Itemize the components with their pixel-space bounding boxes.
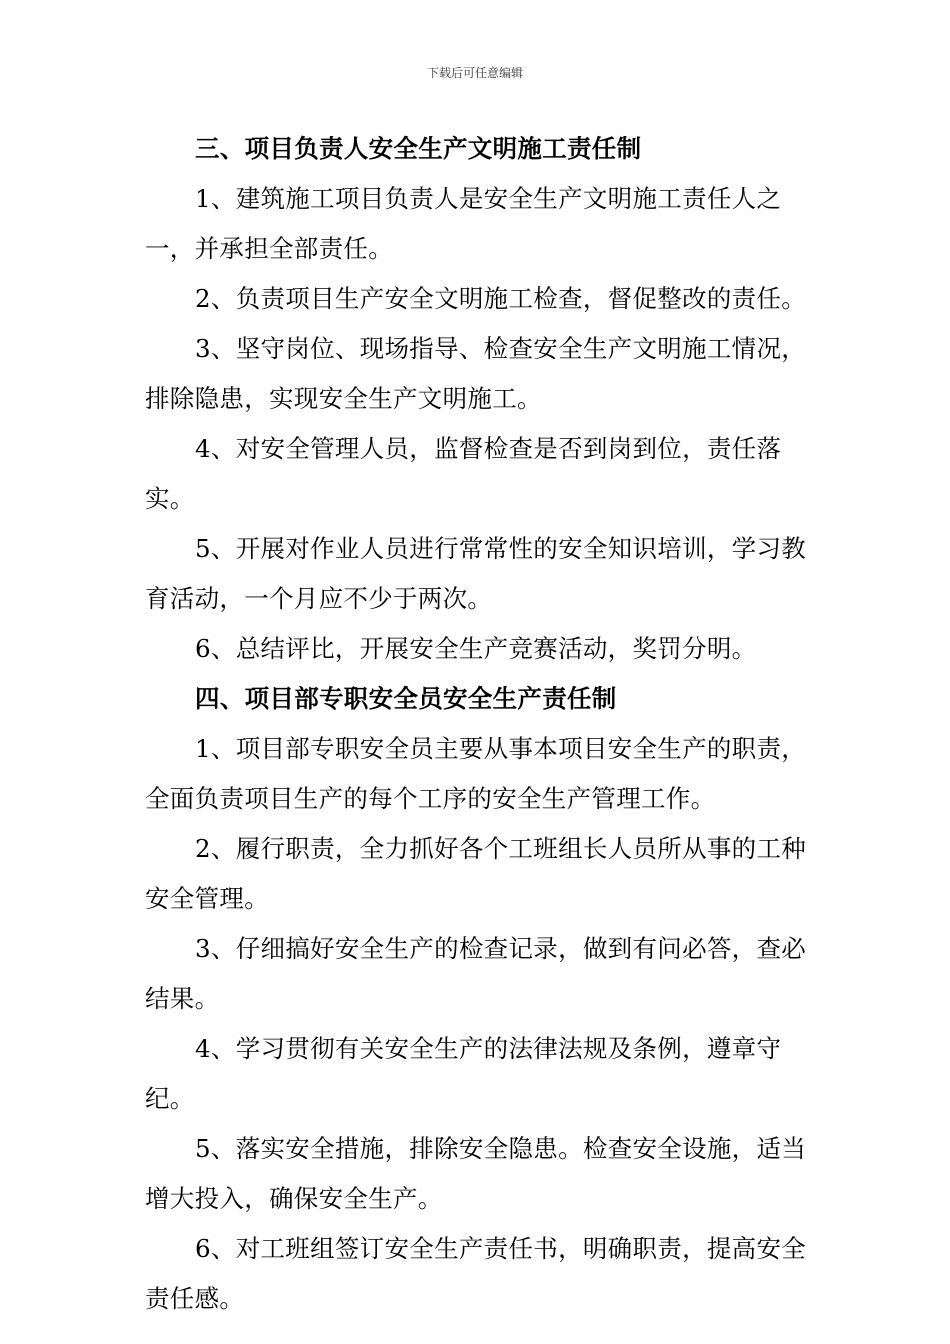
paragraph: 2、履行职责，全力抓好各个工班组长人员所从事的工种安全管理。 [145,834,807,913]
paragraph: 4、学习贯彻有关安全生产的法律法规及条例，遵章守纪。 [145,1034,782,1113]
paragraph: 6、对工班组签订安全生产责任书，明确职责，提高安全责任感。 [145,1234,807,1313]
paragraph: 6、总结评比，开展安全生产竞赛活动，奖罚分明。 [195,634,757,663]
paragraph: 3、仔细搞好安全生产的检查记录，做到有问必答，查必结果。 [145,934,807,1013]
paragraph: 5、开展对作业人员进行常常性的安全知识培训，学习教育活动，一个月应不少于两次。 [145,534,807,613]
paragraph: 5、落实安全措施，排除安全隐患。检查安全设施，适当增大投入，确保安全生产。 [145,1134,807,1213]
document-body [145,124,813,1324]
section-heading: 三、项目负责人安全生产文明施工责任制 [195,134,642,163]
paragraph: 1、项目部专职安全员主要从事本项目安全生产的职责，全面负责项目生产的每个工序的安全生产管理工作。 [145,734,807,813]
paragraph: 1、建筑施工项目负责人是安全生产文明施工责任人之一，并承担全部责任。 [145,184,782,263]
header-note: 下载后可任意编辑 [426,66,523,80]
paragraph: 2、负责项目生产安全文明施工检查，督促整改的责任。 [195,284,807,313]
paragraph: 3、坚守岗位、现场指导、检查安全生产文明施工情况，排除隐患，实现安全生产文明施工。 [145,334,807,413]
paragraph: 4、对安全管理人员，监督检查是否到岗到位，责任落实。 [145,434,782,513]
section-heading: 四、项目部专职安全员安全生产责任制 [195,684,617,713]
